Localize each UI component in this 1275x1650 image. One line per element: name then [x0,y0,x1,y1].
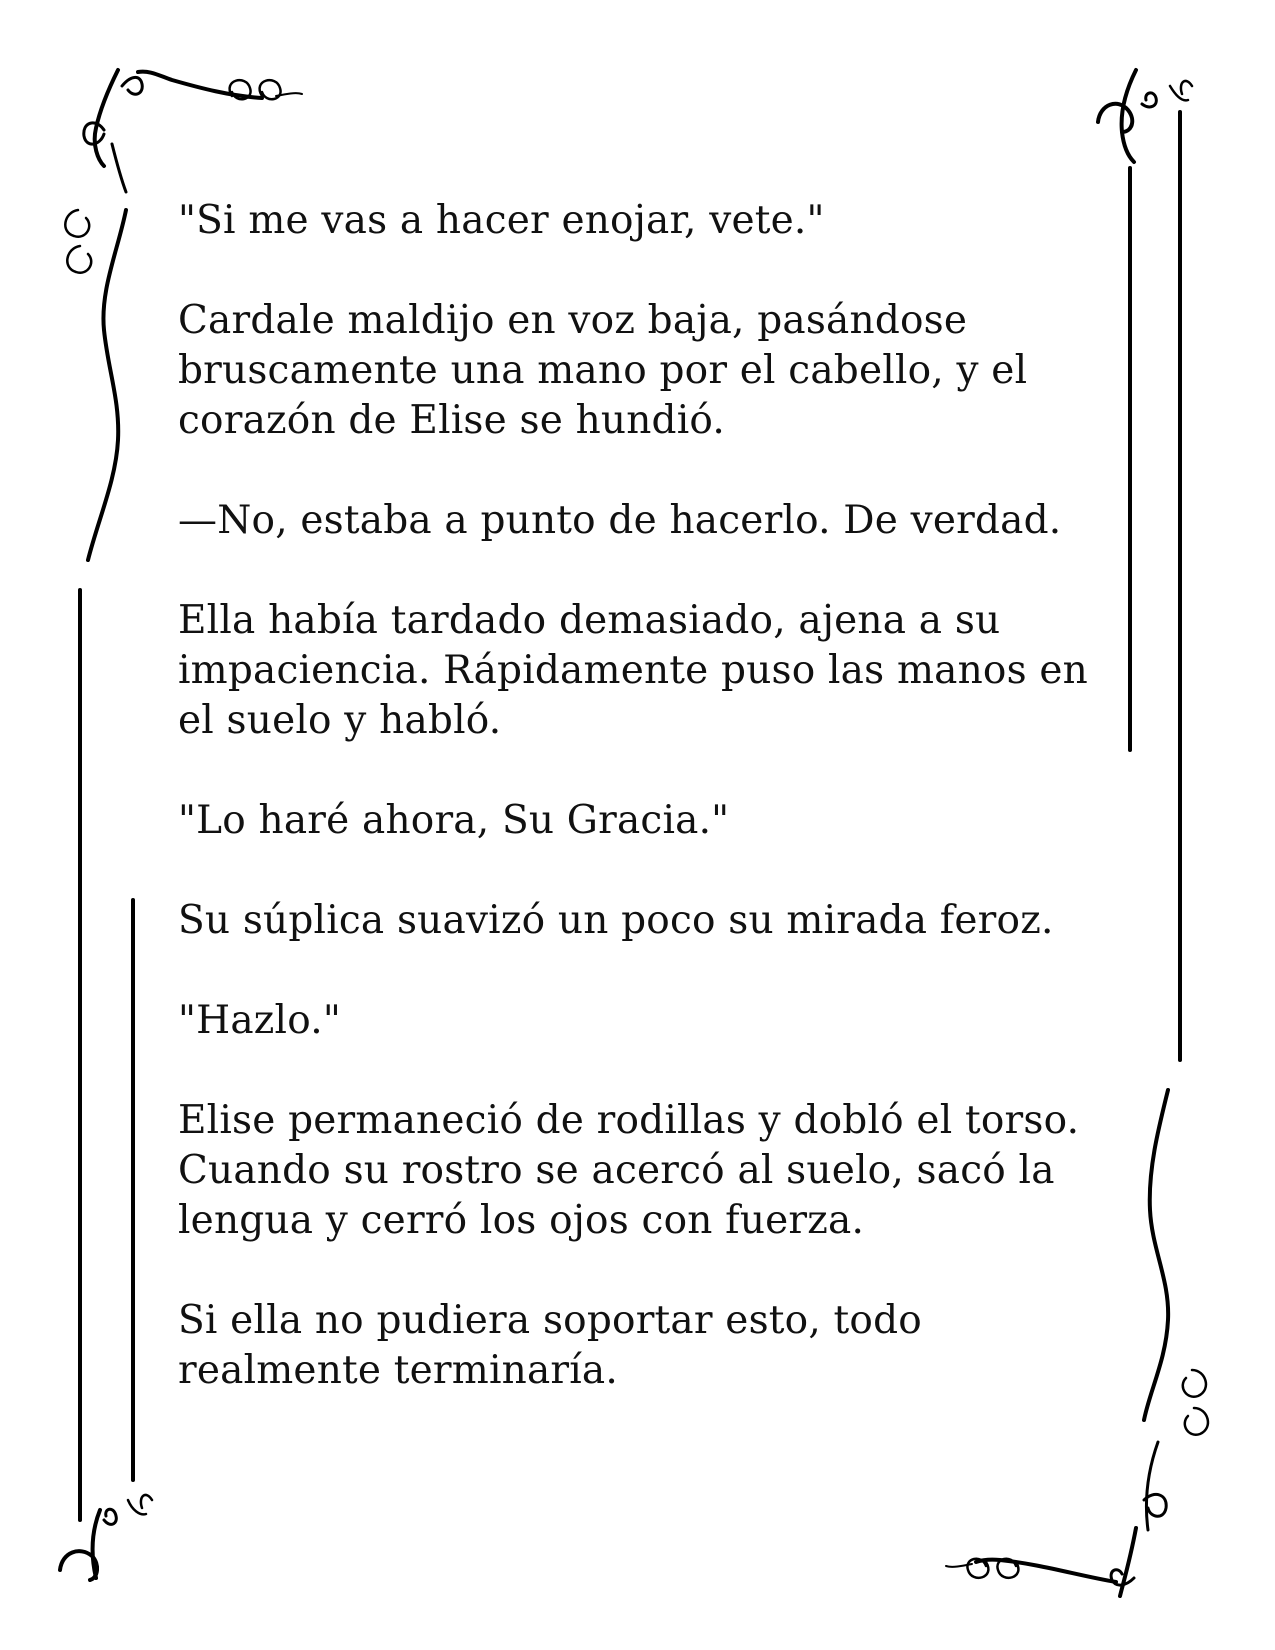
top-right-flourish-ornament [1098,70,1192,162]
paragraph: "Hazlo." [178,998,341,1043]
bottom-left-flourish-ornament [60,1495,152,1580]
paragraph: Si ella no pudiera soportar esto, todo realmente terminaría. [178,1298,922,1393]
story-text [178,196,1108,1396]
paragraph: Cardale maldijo en voz baja, pasándose bruscamente una mano por el cabello, y el corazón de Elise se hundió. [178,298,1028,443]
paragraph: Elise permaneció de rodillas y dobló el torso. Cuando su rostro se acercó al suelo, sacó la lengua y cerró los ojos con fuerza. [178,1098,1080,1243]
paragraph: Ella había tardado demasiado, ajena a su impaciencia. Rápidamente puso las manos en el suelo y habló. [178,598,1088,743]
paragraph: "Lo haré ahora, Su Gracia." [178,798,730,843]
paragraph: —No, estaba a punto de hacerlo. De verdad. [178,498,1062,543]
paragraph: Su súplica suavizó un poco su mirada feroz. [178,898,1054,943]
paragraph: "Si me vas a hacer enojar, vete." [178,198,825,243]
